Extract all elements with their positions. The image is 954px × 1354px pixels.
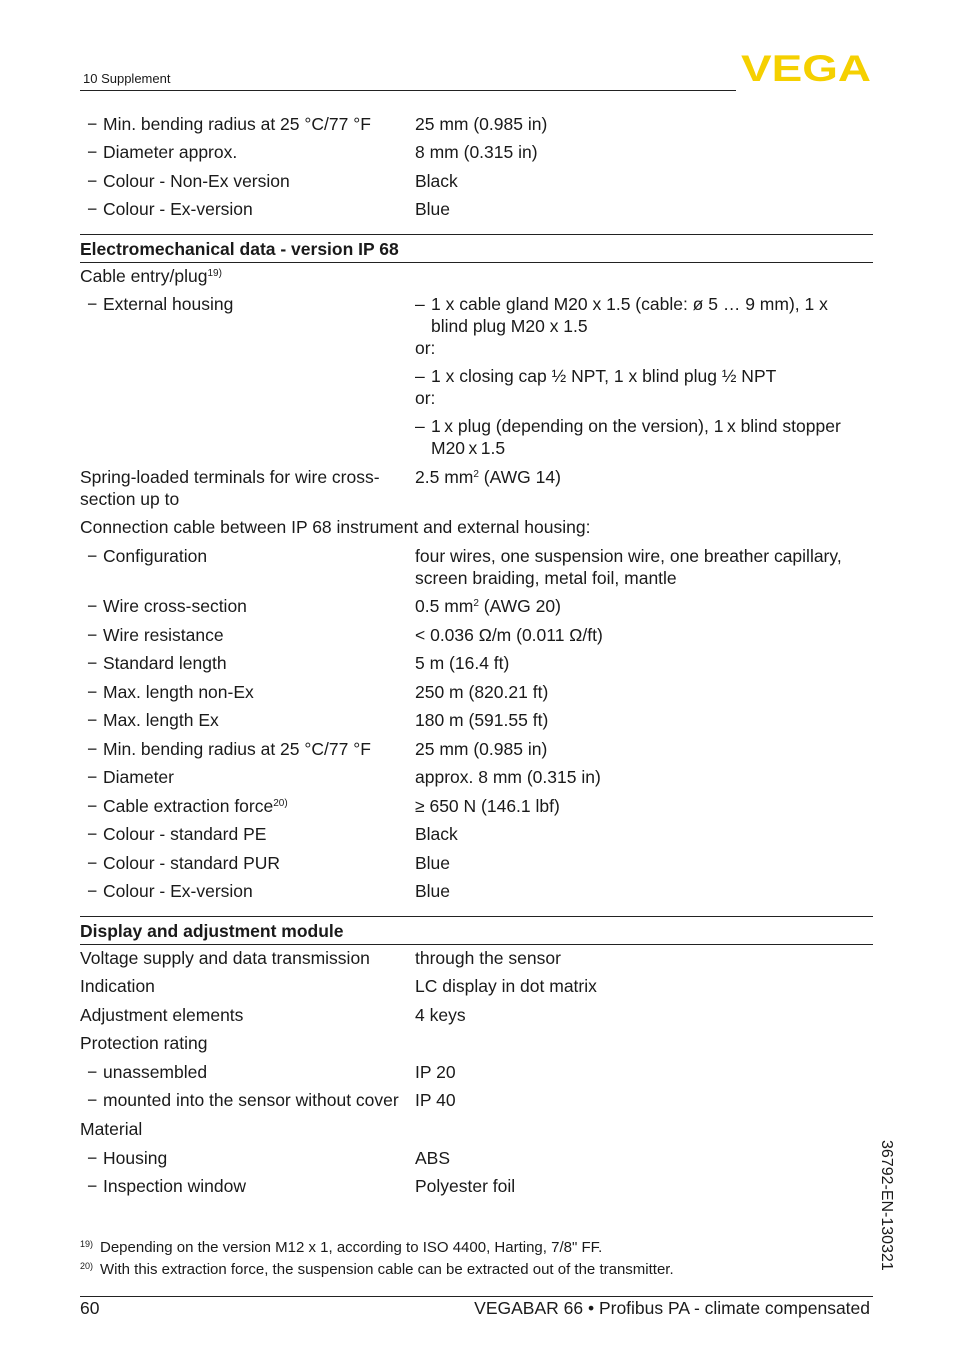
spec-value: 5 m (16.4 ft) — [415, 653, 510, 673]
dash: − — [87, 824, 98, 844]
spec-value: 1 x cable gland M20 x 1.5 (cable: ø 5 … 9 mm), 1 x — [431, 294, 828, 314]
dash: − — [87, 881, 98, 901]
spec-label: Min. bending radius at 25 °C/77 °F — [103, 114, 371, 134]
document-code: 36792-EN-130321 — [878, 1140, 895, 1271]
spec-label: External housing — [103, 294, 234, 314]
superscript: 2 — [473, 598, 479, 609]
spec-value: 1 x closing cap ½ NPT, 1 x blind plug ½ NPT — [431, 366, 777, 386]
spec-label: Voltage supply and data transmission — [80, 948, 370, 968]
spec-label: section up to — [80, 489, 180, 509]
dash: – — [415, 294, 425, 314]
footer-title: VEGABAR 66 • Profibus PA - climate compensated — [474, 1298, 870, 1318]
spec-label: Colour - standard PE — [103, 824, 267, 844]
dash: − — [87, 625, 98, 645]
dash: – — [415, 366, 425, 386]
spec-label: Wire cross-section — [103, 596, 247, 616]
spec-label: Standard length — [103, 653, 227, 673]
spec-label: Max. length non-Ex — [103, 682, 254, 702]
spec-value: 25 mm (0.985 in) — [415, 739, 548, 759]
section-title-electromech: Electromechanical data - version IP 68 — [80, 239, 399, 259]
spec-label: Material — [80, 1119, 143, 1139]
footnote-ref: 19) — [207, 268, 222, 279]
spec-value: (AWG 20) — [478, 596, 561, 616]
spec-value: 0.5 mm — [415, 596, 474, 616]
dash: − — [87, 199, 98, 219]
footnote-text: Depending on the version M12 x 1, according to ISO 4400, Harting, 7/8" FF. — [100, 1239, 603, 1256]
dash: − — [87, 739, 98, 759]
spec-value: approx. 8 mm (0.315 in) — [415, 767, 601, 787]
spec-value: 1 x plug (depending on the version), 1 x blind stopper — [431, 416, 841, 436]
spec-label: Connection cable between IP 68 instrument and external housing: — [80, 517, 591, 537]
section-title-display: Display and adjustment module — [80, 921, 344, 941]
dash: − — [87, 142, 98, 162]
dash: − — [87, 1148, 98, 1168]
spec-value: (AWG 14) — [478, 467, 561, 487]
dash: − — [87, 596, 98, 616]
section-rule-top — [80, 234, 873, 235]
spec-value: Black — [415, 824, 458, 844]
header-section-label: 10 Supplement — [83, 71, 171, 86]
spec-label: Spring-loaded terminals for wire cross- — [80, 467, 380, 487]
footnote-number: 19) — [80, 1239, 94, 1249]
spec-label: Inspection window — [103, 1176, 246, 1196]
spec-value: < 0.036 Ω/m (0.011 Ω/ft) — [415, 625, 603, 645]
spec-value: IP 20 — [415, 1062, 456, 1082]
spec-value: through the sensor — [415, 948, 561, 968]
spec-value: Blue — [415, 881, 451, 901]
spec-label: Diameter — [103, 767, 174, 787]
spec-value: M20 x 1.5 — [431, 438, 506, 458]
footnote-text: With this extraction force, the suspension cable can be extracted out of the transmitter. — [100, 1261, 674, 1278]
footnote-number: 20) — [80, 1261, 94, 1271]
dash: − — [87, 1176, 98, 1196]
spec-value: or: — [415, 388, 436, 408]
spec-value: 180 m (591.55 ft) — [415, 710, 549, 730]
dash: − — [87, 114, 98, 134]
footnote — [80, 1234, 602, 1258]
spec-value: Blue — [415, 853, 451, 873]
dash: − — [87, 767, 98, 787]
spec-label: Colour - Ex-version — [103, 881, 253, 901]
section-rule-bottom — [80, 944, 873, 945]
spec-value: Polyester foil — [415, 1176, 516, 1196]
spec-value: four wires, one suspension wire, one breather capillary, — [415, 546, 842, 566]
dash: − — [87, 546, 98, 566]
spec-value: Black — [415, 171, 458, 191]
vega-logo — [741, 52, 873, 84]
spec-label: Cable entry/plug — [80, 266, 208, 286]
spec-label: Cable extraction force — [103, 796, 274, 816]
footnote-ref: 20) — [273, 798, 288, 809]
spec-label: Min. bending radius at 25 °C/77 °F — [103, 739, 371, 759]
spec-value: 25 mm (0.985 in) — [415, 114, 548, 134]
dash: − — [87, 171, 98, 191]
spec-value: LC display in dot matrix — [415, 976, 597, 996]
spec-value: IP 40 — [415, 1090, 456, 1110]
dash: − — [87, 1062, 98, 1082]
spec-label: Diameter approx. — [103, 142, 238, 162]
footer-rule — [80, 1296, 873, 1297]
dash: − — [87, 653, 98, 673]
spec-value: 8 mm (0.315 in) — [415, 142, 538, 162]
dash: − — [87, 294, 98, 314]
section-rule-top — [80, 916, 873, 917]
spec-label: Colour - Non-Ex version — [103, 171, 290, 191]
spec-label: Colour - Ex-version — [103, 199, 253, 219]
spec-value: 250 m (820.21 ft) — [415, 682, 549, 702]
section-rule-bottom — [80, 262, 873, 263]
spec-value: 2.5 mm — [415, 467, 474, 487]
spec-label: Indication — [80, 976, 155, 996]
spec-label: Max. length Ex — [103, 710, 219, 730]
dash: − — [87, 710, 98, 730]
spec-value: ABS — [415, 1148, 451, 1168]
spec-label: Housing — [103, 1148, 168, 1168]
spec-label: Wire resistance — [103, 625, 224, 645]
spec-value: or: — [415, 338, 436, 358]
spec-label: Colour - standard PUR — [103, 853, 281, 873]
spec-value: screen braiding, metal foil, mantle — [415, 568, 677, 588]
spec-value: blind plug M20 x 1.5 — [431, 316, 588, 336]
footnote — [80, 1256, 674, 1280]
spec-label: mounted into the sensor without cover — [103, 1090, 399, 1110]
vega-logo-text: VEGA — [741, 52, 871, 84]
superscript: 2 — [473, 469, 479, 480]
dash: − — [87, 853, 98, 873]
spec-value: ≥ 650 N (146.1 lbf) — [415, 796, 560, 816]
dash: − — [87, 796, 98, 816]
dash: − — [87, 682, 98, 702]
dash: – — [415, 416, 425, 436]
header-rule — [80, 90, 736, 91]
spec-label: Adjustment elements — [80, 1005, 244, 1025]
spec-label: Protection rating — [80, 1033, 208, 1053]
dash: − — [87, 1090, 98, 1110]
spec-label: Configuration — [103, 546, 208, 566]
spec-value: 4 keys — [415, 1005, 466, 1025]
spec-value: Blue — [415, 199, 451, 219]
page-number: 60 — [80, 1298, 100, 1318]
spec-label: unassembled — [103, 1062, 208, 1082]
